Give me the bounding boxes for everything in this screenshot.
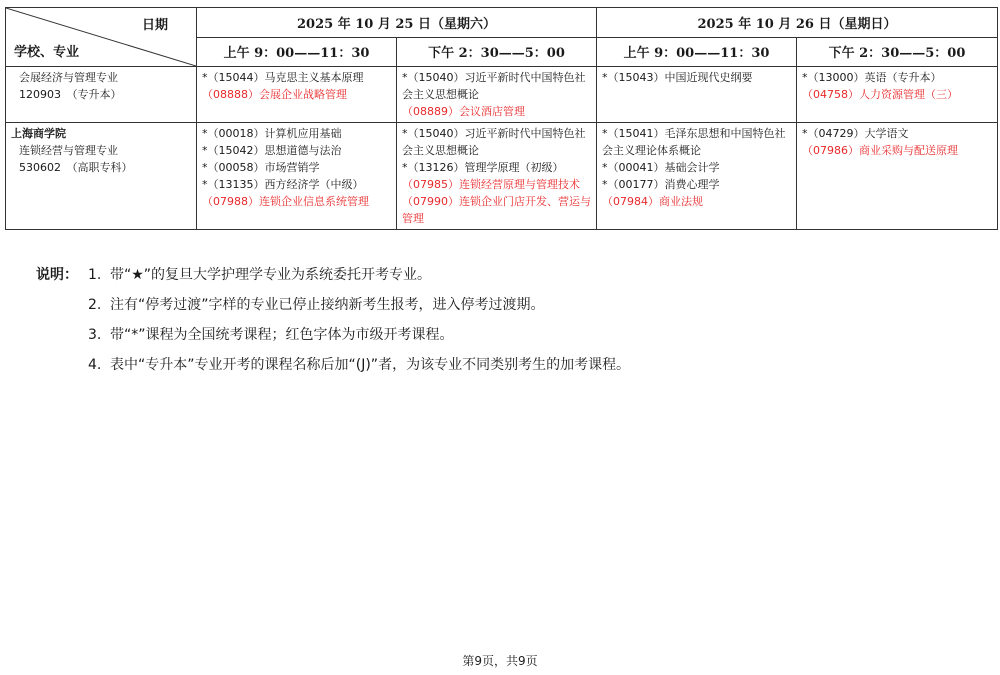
major-line: 120903 （专升本） [19, 88, 122, 101]
note-text: 带“*”课程为全国统考课程；红色字体为市级开考课程。 [110, 327, 454, 343]
note-number: 1. [88, 267, 102, 283]
course-cell [397, 67, 597, 123]
exam-schedule-table [5, 7, 998, 230]
note-text: 表中“专升本”专业开考的课程名称后加“(J)”者，为该专业不同类别考生的加考课程。 [110, 357, 631, 373]
national-course: *（15041）毛泽东思想和中国特色社会主义理论体系概论 [602, 127, 786, 157]
note-text: 注有“停考过渡”字样的专业已停止接纳新考生报考，进入停考过渡期。 [110, 297, 545, 313]
major-line: 连锁经营与管理专业 [19, 144, 118, 157]
national-course: *（13135）西方经济学（中级） [202, 178, 364, 191]
city-course: （07985）连锁经营原理与管理技术 [402, 178, 580, 191]
slot-header-4: 下午 2：30——5：00 [797, 37, 998, 67]
notes-section [36, 260, 630, 380]
course-cell [197, 123, 397, 230]
city-course: （07984）商业法规 [602, 195, 703, 208]
school-major-cell [6, 67, 197, 123]
national-course: *（15040）习近平新时代中国特色社会主义思想概论 [402, 127, 586, 157]
city-course: （08889）会议酒店管理 [402, 105, 525, 118]
course-cell [397, 123, 597, 230]
national-course: *（00041）基础会计学 [602, 161, 720, 174]
note-number: 2. [88, 297, 102, 313]
national-course: *（04729）大学语文 [802, 127, 909, 140]
course-cell [597, 67, 797, 123]
major-line: 530602 （高职专科） [19, 161, 133, 174]
national-course: *（00058）市场营销学 [202, 161, 320, 174]
note-number: 3. [88, 327, 102, 343]
national-course: *（00018）计算机应用基础 [202, 127, 342, 140]
national-course: *（15040）习近平新时代中国特色社会主义思想概论 [402, 71, 586, 101]
city-course: （07988）连锁企业信息系统管理 [202, 195, 369, 208]
national-course: *（15043）中国近现代史纲要 [602, 71, 753, 84]
city-course: （07990）连锁企业门店开发、营运与管理 [402, 195, 591, 225]
page-footer: 第9页，共9页 [462, 654, 538, 668]
course-cell [197, 67, 397, 123]
course-cell [797, 67, 998, 123]
slot-header-3: 上午 9：00——11：30 [597, 37, 797, 67]
header-row-days [6, 8, 998, 38]
day-header-1: 2025 年 10 月 25 日（星期六） [197, 8, 597, 38]
city-course: （07986）商业采购与配送原理 [802, 144, 958, 157]
school-name: 上海商学院 [11, 127, 66, 140]
note-text: 带“★”的复旦大学护理学专业为系统委托开考专业。 [110, 267, 432, 283]
day-header-2: 2025 年 10 月 26 日（星期日） [597, 8, 998, 38]
major-line: 会展经济与管理专业 [19, 71, 118, 84]
schedule-row [6, 123, 998, 230]
note-item [36, 320, 630, 350]
national-course: *（13000）英语（专升本） [802, 71, 942, 84]
national-course: *（13126）管理学原理（初级） [402, 161, 564, 174]
note-number: 4. [88, 357, 102, 373]
course-cell [797, 123, 998, 230]
corner-date-label: 日期 [141, 18, 168, 33]
school-major-cell [6, 123, 197, 230]
slot-header-1: 上午 9：00——11：30 [197, 37, 397, 67]
note-item [36, 260, 630, 290]
course-cell [597, 123, 797, 230]
schedule-rows [6, 67, 998, 230]
national-course: *（15044）马克思主义基本原理 [202, 71, 364, 84]
corner-cell [6, 8, 197, 67]
city-course: （08888）会展企业战略管理 [202, 88, 347, 101]
city-course: （04758）人力资源管理（三） [802, 88, 958, 101]
schedule-row [6, 67, 998, 123]
national-course: *（15042）思想道德与法治 [202, 144, 342, 157]
national-course: *（00177）消费心理学 [602, 178, 720, 191]
note-item [36, 350, 630, 380]
slot-header-2: 下午 2：30——5：00 [397, 37, 597, 67]
corner-school-label: 学校、专业 [14, 45, 80, 60]
notes-heading: 说明： [36, 267, 78, 283]
note-item [36, 290, 630, 320]
